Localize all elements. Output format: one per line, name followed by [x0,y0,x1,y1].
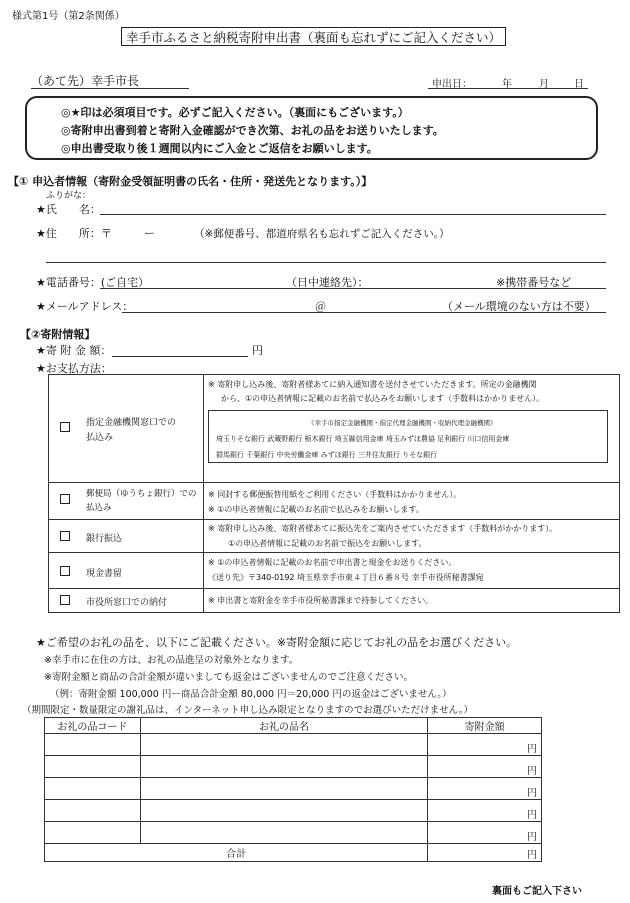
total-amount-cell[interactable] [428,844,542,862]
notice-line-1: ◎★印は必須項目です。必ずご記入ください。（裏面にもございます。） [61,106,409,119]
payment-note: ※ 寄附申し込み後、寄附者様あてに納入通知書を送付させていただきます。所定の金融機関 [208,380,537,389]
payment-note: 《送り先》〒340-0192 埼玉県幸手市東４丁目６番８号 幸手市役所秘書課宛 [208,573,484,582]
gift-limited: （期間限定・数量限定の謝礼品は、インターネット申し込み限定となりますのでお選びいただけません。） [22,705,473,716]
notice-box [25,96,598,160]
payment-note: ※ 申出書と寄附金を幸手市役所秘書課まで持参してください。 [208,596,434,605]
yen-unit: 円 [527,850,537,861]
table-row [45,778,542,800]
amount-yen: 円 [252,344,263,357]
email-note: （メール環境のない方は不要） [442,300,596,313]
checkbox-bank-transfer[interactable] [60,531,70,541]
daytime-label: （日中連絡先）： [286,276,369,289]
gift-name-cell[interactable] [140,756,427,778]
name-label: ★氏 名： [36,203,101,216]
gift-name-cell[interactable] [140,822,427,844]
name-field[interactable] [100,214,606,215]
gift-amount-cell[interactable] [428,822,542,844]
address-label: ★住 所：〒 [36,227,112,240]
address-note: （※郵便番号、都道府県名も忘れずご記入ください。） [194,228,450,240]
gift-example: （例：寄附金額 100,000 円ー商品合計金額 80,000 円＝20,000 円の返金はございません。） [50,689,452,700]
date-month: 月 [539,79,549,90]
gift-code-cell[interactable] [45,822,141,844]
mobile-label: ※携帯番号など [496,276,572,289]
gift-code-cell[interactable] [45,756,141,778]
payment-label-registered-mail: 現金書留 [86,569,123,579]
total-label: 合計 [45,844,428,862]
gift-table-header [45,718,542,734]
gift-note-2: ※寄附金額と商品の合計金額が違いましても返金はございませんのでご注意ください。 [44,672,413,683]
total-row [45,844,542,862]
notice-line-3: ◎申出書受取り後１週間以内にご入金とご返信をお願いします。 [61,142,378,155]
date-day: 日 [574,79,584,90]
bank-list-line-1: 埼玉りそな銀行 武蔵野銀行 栃木銀行 埼玉縣信用金庫 埼玉みずほ農協 足利銀行 川口信用金庫 [216,435,510,443]
header-amount: 寄附金額 [428,718,542,734]
yen-unit: 円 [527,788,537,799]
yen-unit: 円 [527,832,537,843]
checkbox-post-office[interactable] [60,494,70,504]
payment-note: から、①の申込者情報に記載のお名前で払込みをお願いします（手数料はかかりません）。 [221,394,545,403]
payment-row-sep [48,482,620,483]
payment-label-city-hall: 市役所窓口での納付 [86,598,168,608]
amount-field[interactable] [112,356,248,357]
amount-label: ★寄 附 金 額： [36,344,112,357]
header-code: お礼の品コード [45,718,141,734]
gift-table [44,717,542,862]
table-row [45,800,542,822]
yen-unit: 円 [527,810,537,821]
payment-note: ※ 同封する郵便振替用紙をご利用ください（手数料はかかりません）。 [208,490,462,499]
email-at: ＠ [315,300,326,313]
address-field[interactable] [46,262,606,263]
payment-label-bank-counter: 指定金融機関窓口での 払込み [86,418,177,443]
date-label: 申出日： [432,79,472,90]
payment-label: ★お支払方法： [36,362,112,375]
payment-table-divider [203,374,204,613]
footer-note: 裏面もご記入下さい [492,886,582,897]
email-field[interactable] [122,312,606,313]
gift-amount-cell[interactable] [428,734,542,756]
phone-label: ★電話番号：(ご自宅） [36,276,150,289]
payment-label-post-office: 郵便局（ゆうちょ銀行）での 払込み [86,489,197,513]
gift-name-cell[interactable] [140,734,427,756]
payment-row-sep [48,519,620,520]
payment-note: ※ ①の申込者情報に記載のお名前で申出書と現金をお送りください。 [208,558,457,567]
gift-intro: ★ご希望のお礼の品を、以下にご記載ください。※寄附金額に応じてお礼の品をお選びください。 [36,636,518,649]
gift-note-1: ※幸手市に在住の方は、お礼の品進呈の対象外となります。 [44,655,299,666]
payment-row-sep [48,588,620,589]
date-underline [428,88,588,89]
checkbox-registered-mail[interactable] [60,566,70,576]
form-number: 様式第1号（第2条関係） [12,11,125,22]
table-row [45,756,542,778]
gift-amount-cell[interactable] [428,756,542,778]
addressee-underline [31,88,189,89]
date-year: 年 [502,79,512,90]
table-row [45,734,542,756]
addressee: （あて先）幸手市長 [31,74,140,88]
bank-list-title: 《幸手市指定金融機関・指定代理金融機関・収納代理金融機関》 [308,419,497,427]
payment-label-bank-transfer: 銀行振込 [86,534,123,544]
gift-code-cell[interactable] [45,800,141,822]
donation-heading: 【②寄附情報】 [20,328,96,341]
yen-unit: 円 [527,766,537,777]
table-row [45,822,542,844]
form-title: 幸手市ふるさと納税寄附申出書（裏面も忘れずにご記入ください） [121,27,506,46]
bank-list-line-2: 群馬銀行 千葉銀行 中央労働金庫 みずほ銀行 三井住友銀行 りそな銀行 [216,451,438,459]
checkbox-city-hall[interactable] [60,595,70,605]
checkbox-bank-counter[interactable] [60,422,70,432]
notice-line-2: ◎寄附申出書到着と寄附入金確認ができ次第、お礼の品をお送りいたします。 [61,124,444,137]
email-label: ★メールアドレス： [36,300,134,313]
phone-field[interactable] [100,288,606,289]
gift-name-cell[interactable] [140,800,427,822]
gift-code-cell[interactable] [45,734,141,756]
header-name: お礼の品名 [140,718,427,734]
payment-row-sep [48,552,620,553]
gift-amount-cell[interactable] [428,800,542,822]
payment-note: ①の申込者情報に記載のお名前で振込をお願いします。 [228,539,427,548]
gift-amount-cell[interactable] [428,778,542,800]
zip-dash: ー [144,227,155,240]
payment-note: ※ 寄附申し込み後、寄附者様あてに振込先をご案内させていただきます（手数料がかかります）。 [208,524,558,533]
applicant-heading: 【① 申込者情報（寄附金受領証明書の氏名・住所・発送先となります。）】 [8,175,373,188]
furigana-label: ふりがな： [46,191,92,201]
payment-note: ※ ①の申込者情報に記載のお名前で払込みをお願いします。 [208,505,424,514]
gift-name-cell[interactable] [140,778,427,800]
yen-unit: 円 [527,744,537,755]
gift-code-cell[interactable] [45,778,141,800]
